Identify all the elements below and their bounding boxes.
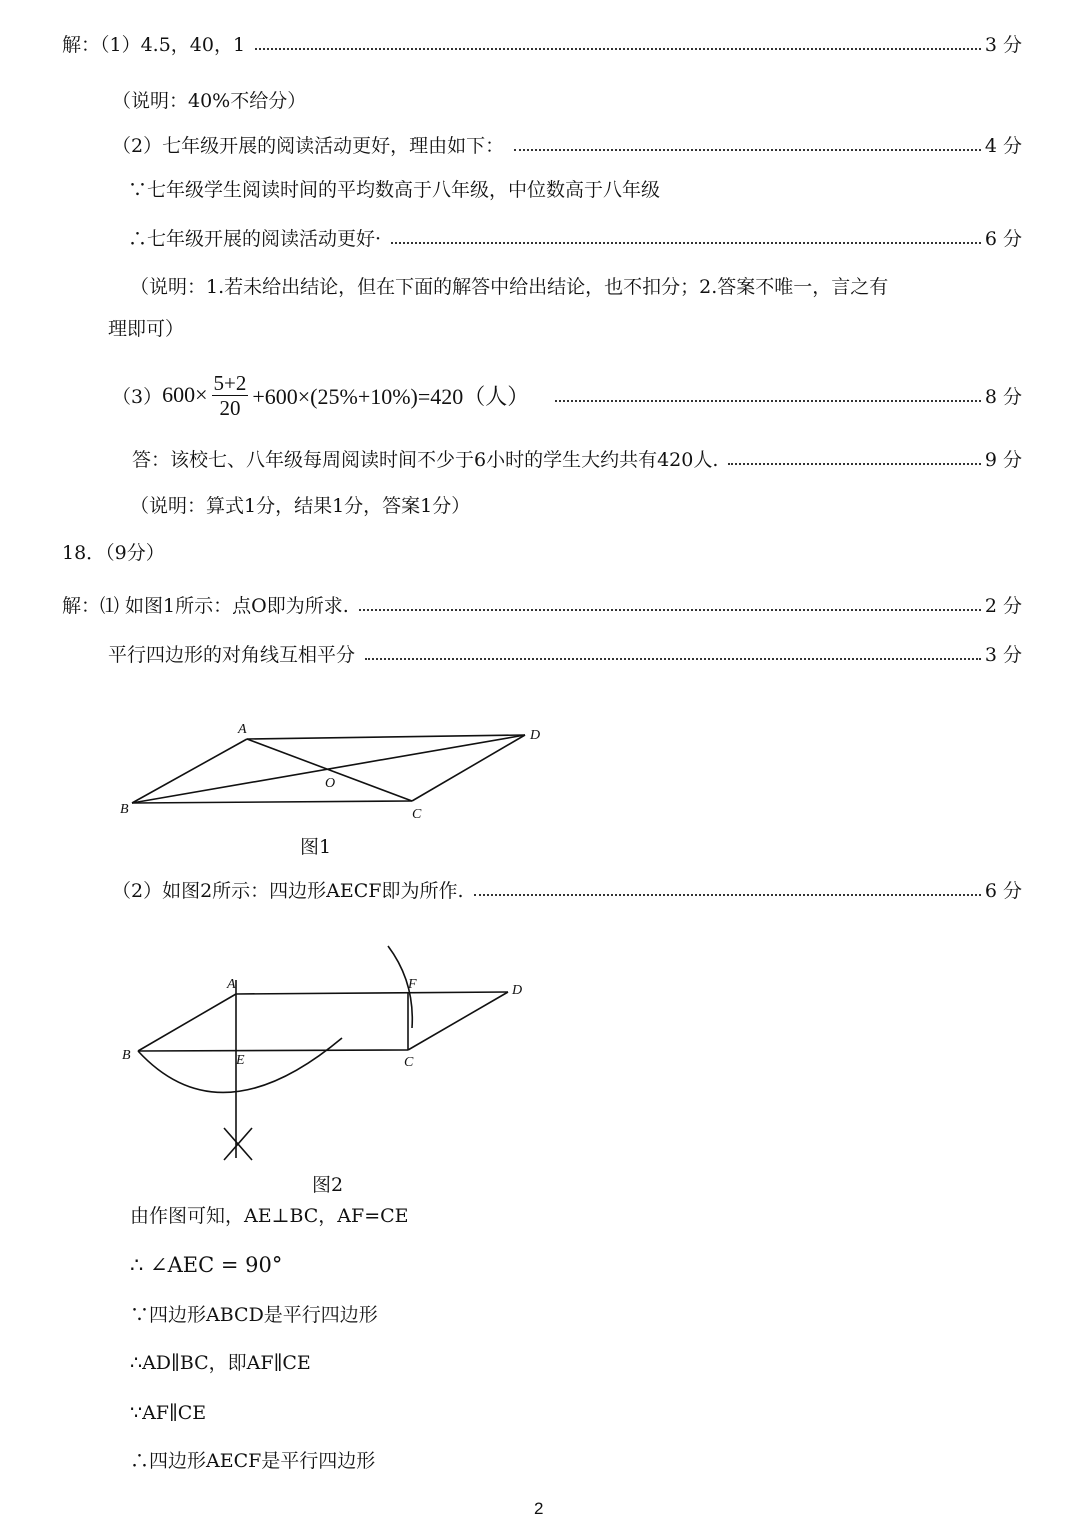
proof-line-5: ∵AF∥CE bbox=[130, 1402, 207, 1424]
leader-dots bbox=[728, 463, 980, 465]
reason-line: ∵七年级学生阅读时间的平均数高于八年级，中位数高于八年级 bbox=[128, 179, 661, 201]
figure-2-construction bbox=[110, 940, 550, 1175]
label-C: C bbox=[412, 807, 422, 822]
note-1: （说明：40%不给分） bbox=[112, 90, 307, 112]
score-label: 3 分 bbox=[984, 643, 1022, 666]
answer-18-2 bbox=[112, 876, 1022, 902]
leader-dots bbox=[255, 48, 981, 50]
edge-BA bbox=[138, 994, 236, 1051]
figure-1-parallelogram bbox=[110, 715, 550, 825]
answer-3-prefix: （3） bbox=[112, 385, 163, 408]
edge-DC bbox=[408, 992, 508, 1050]
score-label: 8 分 bbox=[984, 385, 1022, 408]
edge-AD bbox=[247, 735, 525, 739]
leader-dots bbox=[359, 609, 981, 611]
conclusion-text: ∴七年级开展的阅读活动更好· bbox=[128, 227, 382, 250]
proof-line-4: ∴AD∥BC，即AF∥CE bbox=[130, 1352, 311, 1374]
formula-part-a: 600× bbox=[162, 382, 208, 407]
answer-18-1-text: 解：⑴ 如图1所示：点O即为所求. bbox=[62, 594, 349, 617]
edge-AD bbox=[236, 992, 508, 994]
note-2a: （说明：1.若未给出结论，但在下面的解答中给出结论，也不扣分；2.答案不唯一，言之有 bbox=[130, 276, 889, 298]
leader-dots bbox=[391, 242, 981, 244]
leader-dots bbox=[555, 400, 981, 402]
label-A: A bbox=[238, 722, 247, 737]
label-O: O bbox=[325, 776, 336, 791]
proof-line-2: ∴ ∠AEC = 90° bbox=[130, 1253, 283, 1277]
label-D: D bbox=[530, 728, 541, 743]
answer-line-2 bbox=[112, 131, 1022, 157]
fraction-numerator: 5+2 bbox=[213, 370, 247, 395]
answer-18-2-text: （2）如图2所示：四边形AECF即为所作. bbox=[112, 879, 464, 902]
final-answer-text: 答：该校七、八年级每周阅读时间不少于6小时的学生大约共有420人. bbox=[132, 448, 719, 471]
note-2b: 理即可） bbox=[108, 318, 185, 340]
question-18-heading: 18．（9分） bbox=[62, 542, 165, 564]
edge-CB bbox=[132, 801, 412, 803]
leader-dots bbox=[474, 894, 981, 896]
label-D: D bbox=[512, 983, 523, 998]
answer-2-text: （2）七年级开展的阅读活动更好，理由如下： bbox=[112, 134, 505, 157]
fraction bbox=[212, 371, 249, 420]
page-number: 2 bbox=[534, 1499, 544, 1518]
proof-line-1: 由作图可知，AE⊥BC，AF=CE bbox=[130, 1205, 409, 1227]
figure-2-caption: 图2 bbox=[312, 1174, 344, 1196]
answer-18-1 bbox=[62, 591, 1022, 617]
proof-line-3: ∵四边形ABCD是平行四边形 bbox=[130, 1304, 378, 1326]
answer-line-3 bbox=[112, 366, 1022, 424]
edge-CB bbox=[138, 1050, 408, 1051]
answer-line-1 bbox=[62, 30, 1022, 56]
final-answer-line bbox=[132, 445, 1022, 471]
conclusion-line bbox=[128, 224, 1022, 250]
score-label: 2 分 bbox=[984, 594, 1022, 617]
label-C: C bbox=[404, 1055, 414, 1070]
note-3: （说明：算式1分，结果1分，答案1分） bbox=[130, 495, 471, 517]
answer-18-reason-text: 平行四边形的对角线互相平分 bbox=[108, 643, 356, 666]
leader-dots bbox=[365, 658, 981, 660]
formula-part-b: +600×(25%+10%)=420（人） bbox=[252, 383, 530, 409]
answer-1-text: 解：（1）4.5，40，1 bbox=[62, 33, 246, 56]
score-label: 9 分 bbox=[984, 448, 1022, 471]
score-label: 3 分 bbox=[984, 33, 1022, 56]
proof-line-6: ∴四边形AECF是平行四边形 bbox=[130, 1450, 376, 1472]
score-label: 6 分 bbox=[984, 879, 1022, 902]
label-E: E bbox=[236, 1053, 245, 1068]
answer-18-reason bbox=[108, 640, 1022, 666]
label-B: B bbox=[120, 802, 129, 817]
score-label: 6 分 bbox=[984, 227, 1022, 250]
leader-dots bbox=[514, 149, 981, 151]
label-B: B bbox=[122, 1048, 131, 1063]
label-A: A bbox=[227, 977, 236, 992]
score-label: 4 分 bbox=[984, 134, 1022, 157]
fraction-denominator: 20 bbox=[219, 395, 241, 420]
figure-1-caption: 图1 bbox=[300, 836, 332, 858]
diagonal-AC bbox=[247, 739, 412, 801]
label-F: F bbox=[408, 977, 417, 992]
